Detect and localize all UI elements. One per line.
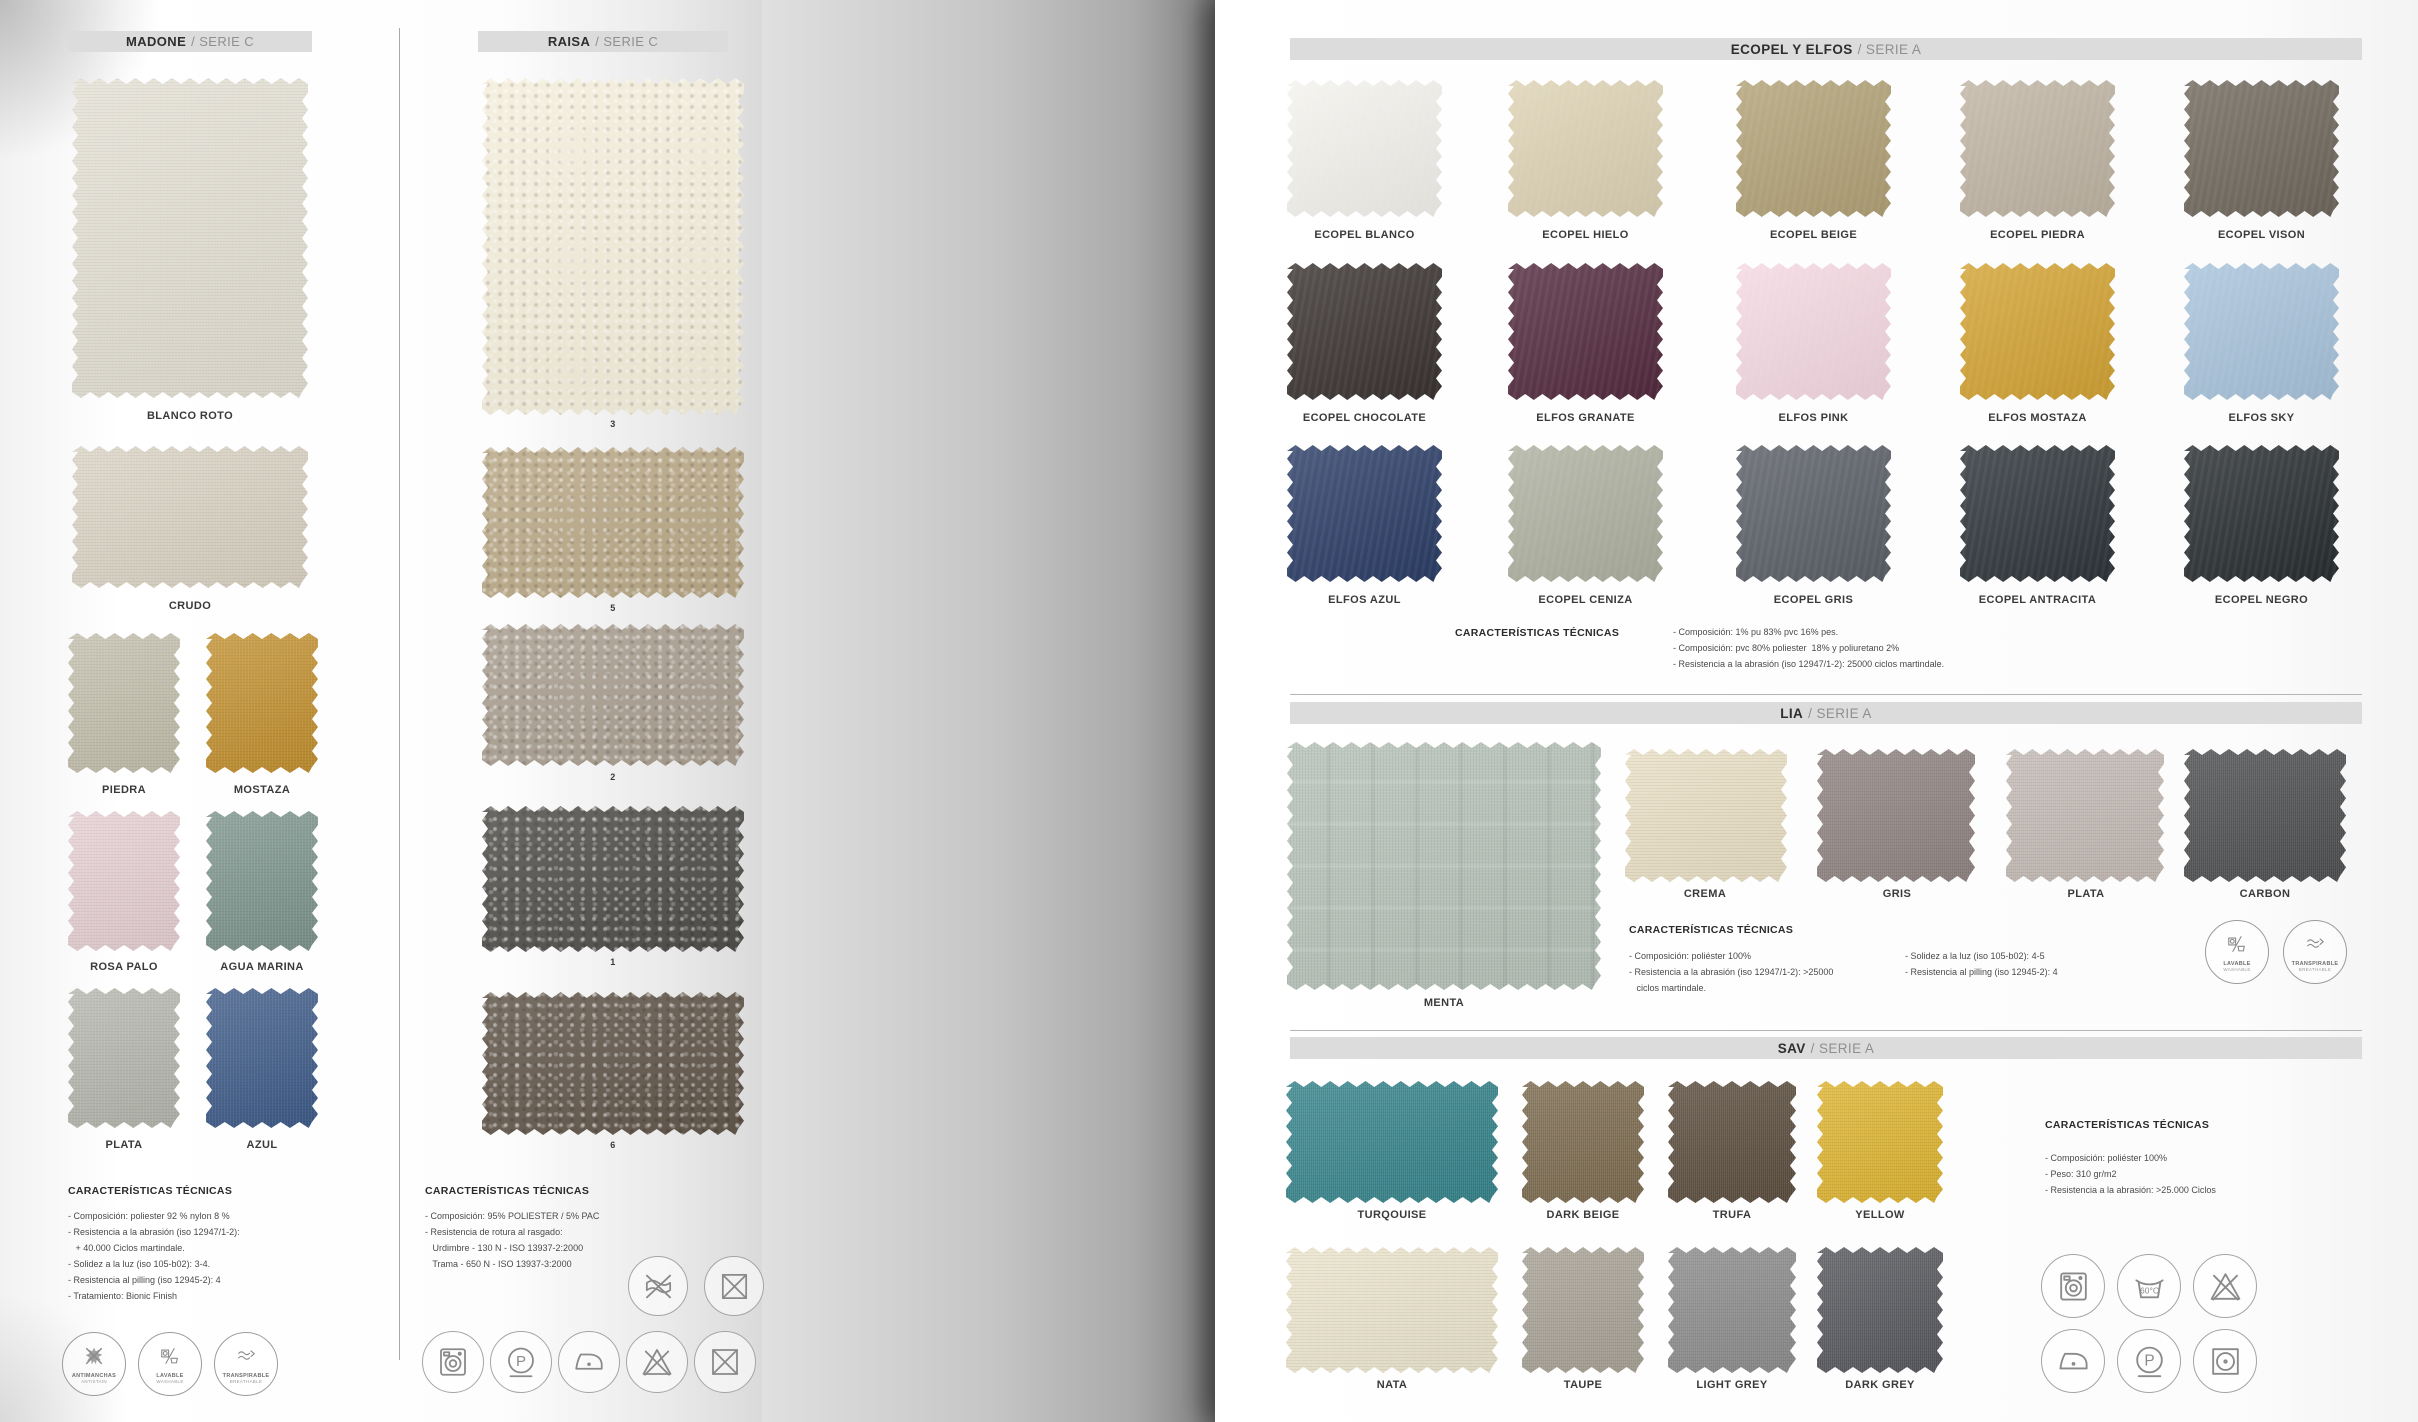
transpirable-icon (235, 1345, 257, 1372)
badge-label: TRANSPIRABLE (2291, 960, 2339, 967)
swatch-blanco-roto (72, 78, 308, 398)
swatch-label: ECOPEL ANTRACITA (1978, 594, 2097, 606)
swatch-label: TAUPE (1563, 1379, 1603, 1391)
svg-text:P: P (515, 1352, 527, 1370)
no-tumble-dry-icon (694, 1331, 756, 1393)
transpirable-icon (2304, 933, 2326, 960)
no-wring-icon (628, 1256, 688, 1316)
tech-line: - Composición: 95% POLIESTER / 5% PAC (425, 1211, 600, 1221)
swatch-label: DARK BEIGE (1546, 1209, 1620, 1221)
swatch-label: PLATA (2067, 888, 2105, 900)
swatch-label: ECOPEL HIELO (1542, 229, 1629, 241)
swatch-nata (1286, 1247, 1498, 1373)
badge-sublabel: ANTISTAIN (81, 1378, 107, 1384)
madone-header (68, 31, 312, 52)
raisa-title: RAISA (547, 34, 591, 49)
lia-header (1290, 702, 2362, 724)
raisa-care-icons-row2 (422, 1331, 756, 1393)
raisa-header (478, 31, 728, 52)
badge-sublabel: WASHABLE (156, 1378, 184, 1384)
swatch-label: ELFOS AZUL (1328, 594, 1401, 606)
no-tumble-dry-icon (704, 1256, 764, 1316)
page-gap-shadow (762, 0, 1215, 1422)
lia-serie: / SERIE A (1808, 705, 1872, 721)
swatch-dark-grey (1817, 1247, 1943, 1373)
swatch-light-grey (1668, 1247, 1796, 1373)
swatch-ecopel-hielo (1508, 80, 1663, 217)
hand-wash-60-icon (2117, 1254, 2181, 1318)
badge-transpirable (214, 1332, 278, 1396)
swatch-raisa-3 (482, 78, 744, 415)
swatch-label: 2 (610, 772, 616, 782)
swatch-plata-madone (68, 988, 180, 1128)
raisa-tech-title: CARACTERÍSTICAS TÉCNICAS (425, 1185, 590, 1197)
swatch-label: GRIS (1882, 888, 1912, 900)
iron-icon (558, 1331, 620, 1393)
swatch-label: NATA (1376, 1379, 1408, 1391)
tech-line: - Composición: poliéster 100% (1629, 951, 1752, 961)
swatch-label: ECOPEL GRIS (1773, 594, 1854, 606)
wash-machine-icon (422, 1331, 484, 1393)
tech-line: - Composición: pvc 80% poliester 18% y poliuretano 2% (1673, 643, 1900, 653)
swatch-label: 3 (610, 419, 616, 429)
madone-badges (62, 1332, 278, 1396)
swatch-label: CARBON (2239, 888, 2291, 900)
swatch-azul-madone (206, 988, 318, 1128)
swatch-label: TRUFA (1712, 1209, 1752, 1221)
sav-serie: / SERIE A (1810, 1040, 1875, 1056)
tumble-dry-icon (2193, 1329, 2257, 1393)
swatch-menta (1287, 742, 1601, 990)
antimanchas-icon (83, 1345, 105, 1372)
tech-line: - Tratamiento: Bionic Finish (68, 1291, 178, 1301)
lia-title: LIA (1780, 705, 1804, 721)
sav-care-icons-row2 (2041, 1329, 2257, 1393)
swatch-mostaza (206, 633, 318, 773)
swatch-label: ELFOS GRANATE (1536, 412, 1635, 424)
badge-label: LAVABLE (156, 1372, 184, 1379)
tech-line: ciclos martindale. (1629, 983, 1707, 993)
badge-sublabel: BREATHABLE (2298, 966, 2332, 972)
sav-care-icons-row1 (2041, 1254, 2257, 1318)
swatch-ecopel-antracita (1960, 445, 2115, 582)
ecopel-title: ECOPEL Y ELFOS (1730, 41, 1853, 57)
swatch-label: YELLOW (1855, 1209, 1905, 1221)
lavable-icon (2226, 933, 2248, 960)
tech-line: - Resistencia a la abrasión (iso 12947/1-2): 25000 ciclos martindale. (1673, 659, 1945, 669)
tech-line: Trama - 650 N - ISO 13937-3:2000 (425, 1259, 572, 1269)
tech-line: - Resistencia a la abrasión: >25.000 Ciclos (2045, 1185, 2216, 1195)
swatch-turqouise (1286, 1081, 1498, 1203)
madone-tech-lines (68, 1208, 368, 1304)
dry-clean-p-icon (490, 1331, 552, 1393)
tech-line: - Solidez a la luz (iso 105-b02): 4-5 (1905, 951, 2045, 961)
swatch-raisa-1 (482, 806, 744, 952)
badge-lavable (138, 1332, 202, 1396)
right-page (1215, 0, 2418, 1422)
tech-line: - Resistencia al pilling (iso 12945-2): 4 (68, 1275, 221, 1285)
tech-line: Urdimbre - 130 N - ISO 13937-2:2000 (425, 1243, 584, 1253)
swatch-ecopel-ceniza (1508, 445, 1663, 582)
tech-line: - Composición: poliester 92 % nylon 8 % (68, 1211, 230, 1221)
swatch-crema (1625, 749, 1787, 882)
swatch-label: ELFOS SKY (2228, 412, 2295, 424)
sav-header (1290, 1037, 2362, 1059)
swatch-carbon (2184, 749, 2346, 882)
swatch-plata-lia (2006, 749, 2164, 882)
tech-line: - Resistencia a la abrasión (iso 12947/1-2): (68, 1227, 240, 1237)
ecopel-header (1290, 38, 2362, 60)
svg-text:P: P (2143, 1351, 2155, 1369)
swatch-piedra (68, 633, 180, 773)
ecopel-tech-lines (1673, 624, 2233, 672)
tech-line: - Composición: 1% pu 83% pvc 16% pes. (1673, 627, 1839, 637)
dry-clean-p-icon (2117, 1329, 2181, 1393)
iron-icon (2041, 1329, 2105, 1393)
swatch-label: DARK GREY (1845, 1379, 1915, 1391)
ecopel-serie: / SERIE A (1857, 41, 1922, 57)
swatch-label: MENTA (1423, 997, 1465, 1009)
tech-line: - Composición: poliéster 100% (2045, 1153, 2168, 1163)
tech-line: - Resistencia a la abrasión (iso 12947/1-2): >25000 (1629, 967, 1834, 977)
badge-label: LAVABLE (2223, 960, 2251, 967)
swatch-label: ROSA PALO (90, 961, 158, 973)
swatch-label: BLANCO ROTO (146, 410, 234, 422)
column-divider (399, 28, 400, 1360)
swatch-elfos-sky (2184, 263, 2339, 400)
swatch-rosa-palo (68, 811, 180, 951)
swatch-label: CRUDO (168, 600, 212, 612)
swatch-ecopel-chocolate (1287, 263, 1442, 400)
no-bleach-icon (2193, 1254, 2257, 1318)
section-divider (1290, 694, 2362, 695)
swatch-taupe (1522, 1247, 1644, 1373)
swatch-raisa-5 (482, 447, 744, 598)
swatch-label: ECOPEL CENIZA (1538, 594, 1633, 606)
swatch-label: ECOPEL BLANCO (1314, 229, 1415, 241)
madone-title: MADONE (125, 34, 187, 49)
swatch-elfos-pink (1736, 263, 1891, 400)
swatch-raisa-2 (482, 624, 744, 766)
swatch-label: 1 (610, 957, 616, 967)
swatch-yellow (1817, 1081, 1943, 1203)
sav-title: SAV (1777, 1040, 1806, 1056)
swatch-ecopel-beige (1736, 80, 1891, 217)
swatch-label: 6 (610, 1140, 616, 1150)
section-divider (1290, 1030, 2362, 1031)
badge-label: TRANSPIRABLE (222, 1372, 270, 1379)
badge-sublabel: BREATHABLE (229, 1378, 263, 1384)
swatch-ecopel-vison (2184, 80, 2339, 217)
lia-badges (2205, 920, 2347, 984)
swatch-crudo (72, 446, 308, 588)
swatch-ecopel-gris (1736, 445, 1891, 582)
swatch-agua-marina (206, 811, 318, 951)
swatch-label: ECOPEL CHOCOLATE (1302, 412, 1427, 424)
swatch-dark-beige (1522, 1081, 1644, 1203)
badge-lavable (2205, 920, 2269, 984)
tech-line: + 40.000 Ciclos martindale. (68, 1243, 185, 1253)
swatch-ecopel-blanco (1287, 80, 1442, 217)
swatch-label: CREMA (1683, 888, 1727, 900)
wash-machine-icon (2041, 1254, 2105, 1318)
swatch-label: AZUL (246, 1139, 278, 1151)
swatch-elfos-azul (1287, 445, 1442, 582)
swatch-label: ECOPEL NEGRO (2214, 594, 2309, 606)
swatch-raisa-6 (482, 992, 744, 1135)
tech-line: - Peso: 310 gr/m2 (2045, 1169, 2117, 1179)
lia-tech-right (1905, 948, 2165, 980)
left-page (0, 0, 762, 1422)
tech-line: - Resistencia de rotura al rasgado: (425, 1227, 563, 1237)
swatch-label: LIGHT GREY (1696, 1379, 1768, 1391)
lia-tech-left (1629, 948, 1899, 996)
swatch-label: PIEDRA (102, 784, 146, 796)
madone-serie: / SERIE C (191, 34, 255, 49)
swatch-elfos-mostaza (1960, 263, 2115, 400)
swatch-elfos-granate (1508, 263, 1663, 400)
swatch-label: TURQOUISE (1357, 1209, 1427, 1221)
lia-tech-title: CARACTERÍSTICAS TÉCNICAS (1629, 924, 1794, 936)
swatch-label: AGUA MARINA (220, 961, 304, 973)
sav-tech-title: CARACTERÍSTICAS TÉCNICAS (2045, 1119, 2210, 1131)
no-bleach-icon (626, 1331, 688, 1393)
swatch-label: ELFOS PINK (1778, 412, 1849, 424)
raisa-serie: / SERIE C (595, 34, 659, 49)
swatch-ecopel-negro (2184, 445, 2339, 582)
swatch-label: ELFOS MOSTAZA (1988, 412, 2087, 424)
swatch-trufa (1668, 1081, 1796, 1203)
raisa-care-icons-row1 (628, 1256, 764, 1316)
badge-transpirable (2283, 920, 2347, 984)
swatch-label: 5 (610, 603, 616, 613)
swatch-gris-lia (1817, 749, 1975, 882)
svg-text:60°C: 60°C (2139, 1284, 2159, 1295)
badge-antimanchas (62, 1332, 126, 1396)
swatch-ecopel-piedra (1960, 80, 2115, 217)
sav-tech-lines (2045, 1150, 2375, 1198)
swatch-label: MOSTAZA (233, 784, 291, 796)
ecopel-tech-title: CARACTERÍSTICAS TÉCNICAS (1455, 627, 1620, 639)
madone-tech-title: CARACTERÍSTICAS TÉCNICAS (68, 1185, 233, 1197)
swatch-label: ECOPEL PIEDRA (1990, 229, 2085, 241)
badge-sublabel: WASHABLE (2223, 966, 2251, 972)
lavable-icon (159, 1345, 181, 1372)
swatch-label: ECOPEL VISON (2217, 229, 2306, 241)
swatch-label: PLATA (105, 1139, 143, 1151)
swatch-label: ECOPEL BEIGE (1769, 229, 1858, 241)
badge-label: ANTIMANCHAS (71, 1372, 117, 1379)
tech-line: - Resistencia al pilling (iso 12945-2): 4 (1905, 967, 2058, 977)
tech-line: - Solidez a la luz (iso 105-b02): 3-4. (68, 1259, 211, 1269)
